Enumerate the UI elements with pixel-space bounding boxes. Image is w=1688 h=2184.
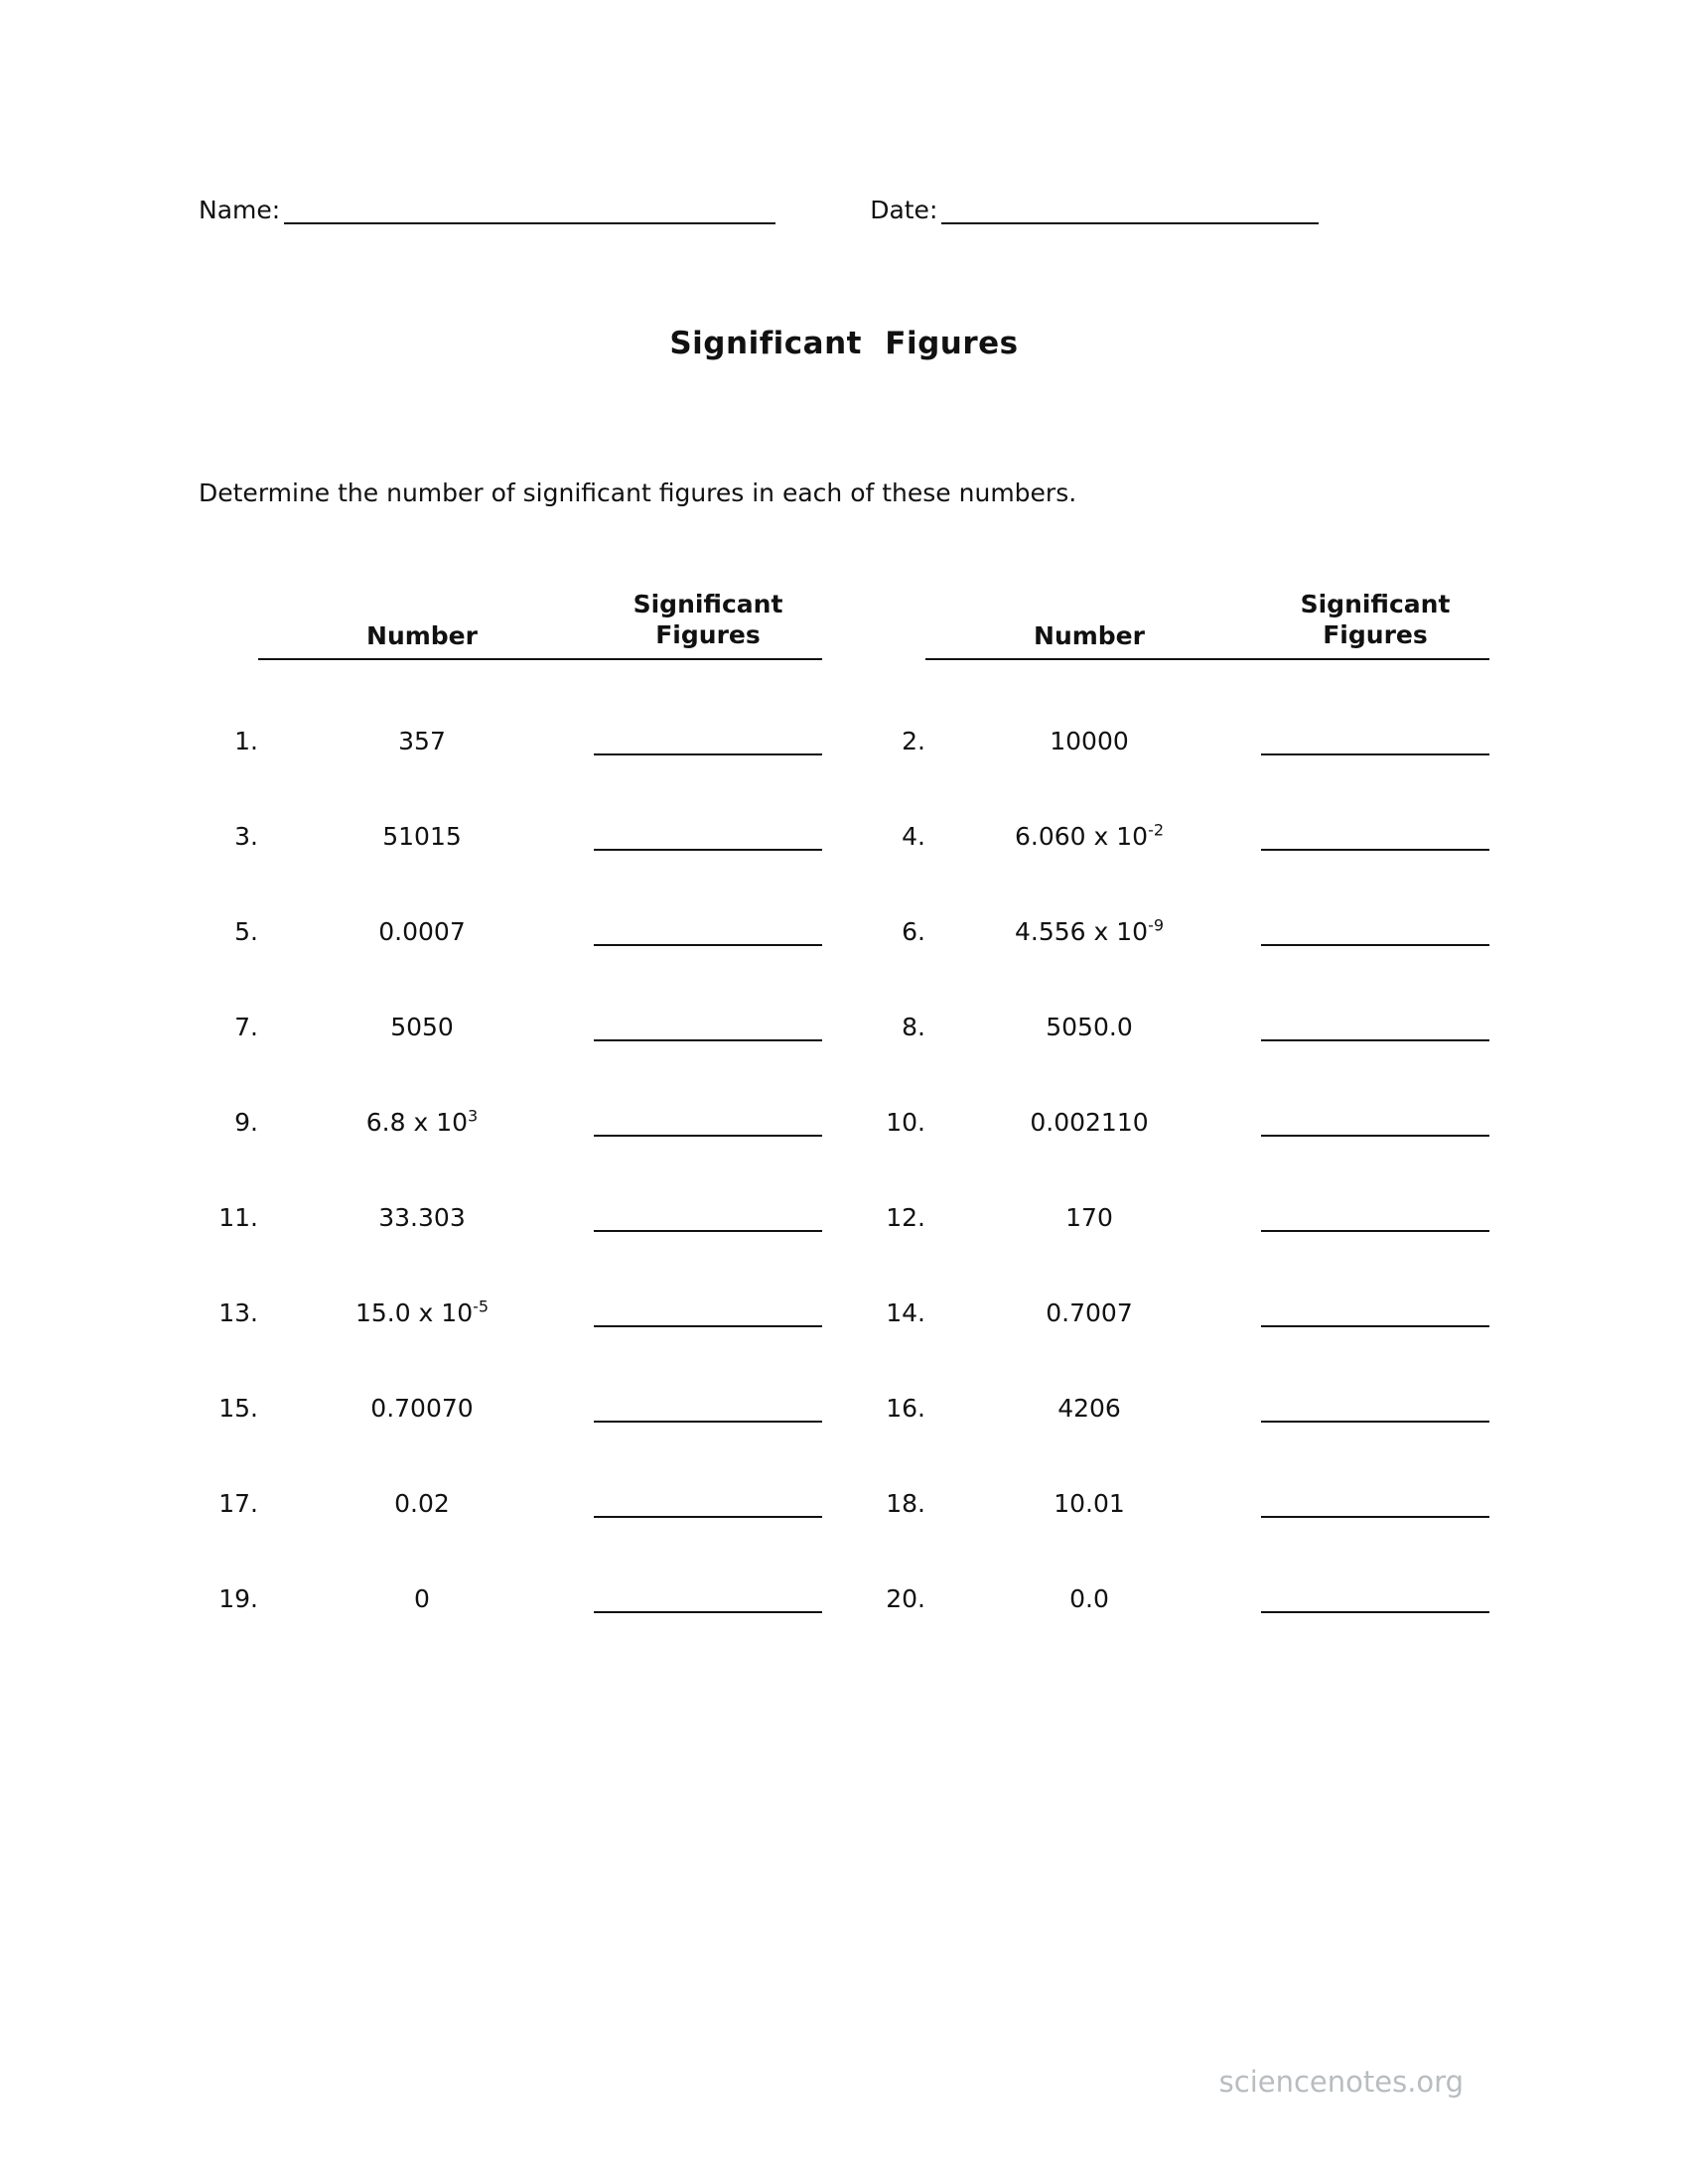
item-number: 6. xyxy=(902,917,925,947)
number-value xyxy=(945,1203,1233,1232)
number-value xyxy=(278,1013,566,1041)
answer-blank-line xyxy=(1261,819,1489,851)
name-date-row xyxy=(199,194,1489,224)
worksheet-row xyxy=(866,1105,1489,1137)
number-value xyxy=(278,1203,566,1232)
item-number: 7. xyxy=(234,1013,258,1042)
number-value xyxy=(945,1108,1233,1137)
answer-blank-line xyxy=(1261,1105,1489,1137)
header-rule xyxy=(925,658,1489,660)
number-value xyxy=(945,1298,1233,1327)
worksheet-row xyxy=(199,1486,822,1518)
item-number: 2. xyxy=(902,727,925,756)
number-base: 6.8 x 10 xyxy=(365,1108,469,1138)
item-number: 16. xyxy=(886,1394,925,1424)
number-base: 0.002110 xyxy=(1030,1108,1149,1138)
column-header-sigfigs: Significant Figures xyxy=(1300,589,1451,649)
left-column-header xyxy=(199,589,822,651)
number-value xyxy=(278,1584,566,1613)
number-value xyxy=(945,1013,1233,1041)
worksheet-row xyxy=(866,1010,1489,1041)
number-value xyxy=(278,1298,566,1327)
number-exponent: -9 xyxy=(1148,915,1165,935)
worksheet-row xyxy=(199,1296,822,1327)
column-header-number: Number xyxy=(1034,621,1145,651)
number-value xyxy=(278,822,566,851)
item-number: 1. xyxy=(234,727,258,756)
number-base: 170 xyxy=(1065,1203,1113,1233)
instruction-text: Determine the number of significant figures in each of these numbers. xyxy=(199,478,1077,507)
number-base: 357 xyxy=(398,727,446,756)
answer-blank-line xyxy=(594,1010,822,1041)
worksheet-row xyxy=(866,1200,1489,1232)
right-column-header xyxy=(866,589,1489,651)
worksheet-row xyxy=(199,1105,822,1137)
column-header-number: Number xyxy=(366,621,478,651)
worksheet-table xyxy=(199,589,1489,1614)
answer-blank-line xyxy=(594,1105,822,1137)
item-number: 3. xyxy=(234,822,258,852)
worksheet-row xyxy=(199,1200,822,1232)
page-title: Significant Figures xyxy=(669,325,1019,361)
number-base: 0.70070 xyxy=(370,1394,474,1424)
worksheet-row xyxy=(866,1391,1489,1423)
item-number: 9. xyxy=(234,1108,258,1138)
worksheet-row xyxy=(866,1581,1489,1613)
answer-blank-line xyxy=(1261,914,1489,946)
worksheet-row xyxy=(199,1581,822,1613)
table-right-column xyxy=(866,589,1489,1614)
number-exponent: 3 xyxy=(468,1106,479,1126)
item-number: 17. xyxy=(218,1489,258,1519)
worksheet-row xyxy=(199,1010,822,1041)
number-value xyxy=(278,1489,566,1518)
number-value xyxy=(945,822,1233,851)
number-value xyxy=(945,917,1233,946)
number-base: 0.0007 xyxy=(378,917,466,947)
number-base: 0 xyxy=(414,1584,430,1614)
number-base: 5050.0 xyxy=(1046,1013,1133,1042)
footer-watermark: sciencenotes.org xyxy=(1218,2065,1464,2099)
number-base: 15.0 x 10 xyxy=(354,1298,474,1328)
number-value xyxy=(945,1489,1233,1518)
worksheet-row xyxy=(199,914,822,946)
worksheet-row xyxy=(199,819,822,851)
answer-blank-line xyxy=(1261,724,1489,755)
answer-blank-line xyxy=(1261,1200,1489,1232)
number-base: 6.060 x 10 xyxy=(1014,822,1149,852)
date-blank-line xyxy=(941,194,1319,224)
number-value xyxy=(278,1108,566,1137)
worksheet-row xyxy=(866,1486,1489,1518)
item-number: 18. xyxy=(886,1489,925,1519)
name-label: Name: xyxy=(199,195,281,224)
number-base: 33.303 xyxy=(378,1203,466,1233)
date-label: Date: xyxy=(870,195,938,224)
answer-blank-line xyxy=(1261,1010,1489,1041)
worksheet-row xyxy=(866,819,1489,851)
number-value xyxy=(945,1394,1233,1423)
worksheet-row xyxy=(199,724,822,755)
number-base: 4.556 x 10 xyxy=(1014,917,1149,947)
number-exponent: -2 xyxy=(1148,820,1165,840)
number-base: 0.02 xyxy=(394,1489,450,1519)
item-number: 19. xyxy=(218,1584,258,1614)
number-value xyxy=(278,727,566,755)
name-blank-line xyxy=(284,194,775,224)
item-number: 8. xyxy=(902,1013,925,1042)
number-base: 5050 xyxy=(390,1013,454,1042)
item-number: 15. xyxy=(218,1394,258,1424)
item-number: 11. xyxy=(218,1203,258,1233)
number-value xyxy=(278,1394,566,1423)
header-rule xyxy=(258,658,822,660)
answer-blank-line xyxy=(594,724,822,755)
worksheet-row xyxy=(866,1296,1489,1327)
column-header-sigfigs: Significant Figures xyxy=(633,589,783,649)
number-value xyxy=(945,1584,1233,1613)
number-value xyxy=(278,917,566,946)
answer-blank-line xyxy=(594,1391,822,1423)
number-base: 4206 xyxy=(1057,1394,1121,1424)
answer-blank-line xyxy=(1261,1581,1489,1613)
number-base: 0.0 xyxy=(1069,1584,1109,1614)
number-base: 10000 xyxy=(1050,727,1129,756)
number-value xyxy=(945,727,1233,755)
answer-blank-line xyxy=(1261,1391,1489,1423)
item-number: 10. xyxy=(886,1108,925,1138)
number-base: 10.01 xyxy=(1054,1489,1125,1519)
answer-blank-line xyxy=(594,914,822,946)
item-number: 5. xyxy=(234,917,258,947)
item-number: 4. xyxy=(902,822,925,852)
item-number: 12. xyxy=(886,1203,925,1233)
answer-blank-line xyxy=(594,1296,822,1327)
answer-blank-line xyxy=(1261,1296,1489,1327)
worksheet-row xyxy=(866,724,1489,755)
item-number: 20. xyxy=(886,1584,925,1614)
worksheet-row xyxy=(199,1391,822,1423)
number-base: 51015 xyxy=(382,822,462,852)
worksheet-row xyxy=(866,914,1489,946)
answer-blank-line xyxy=(594,1581,822,1613)
table-left-column xyxy=(199,589,822,1614)
item-number: 14. xyxy=(886,1298,925,1328)
number-base: 0.7007 xyxy=(1046,1298,1133,1328)
answer-blank-line xyxy=(594,1200,822,1232)
answer-blank-line xyxy=(594,819,822,851)
item-number: 13. xyxy=(218,1298,258,1328)
number-exponent: -5 xyxy=(473,1297,490,1316)
answer-blank-line xyxy=(1261,1486,1489,1518)
answer-blank-line xyxy=(594,1486,822,1518)
